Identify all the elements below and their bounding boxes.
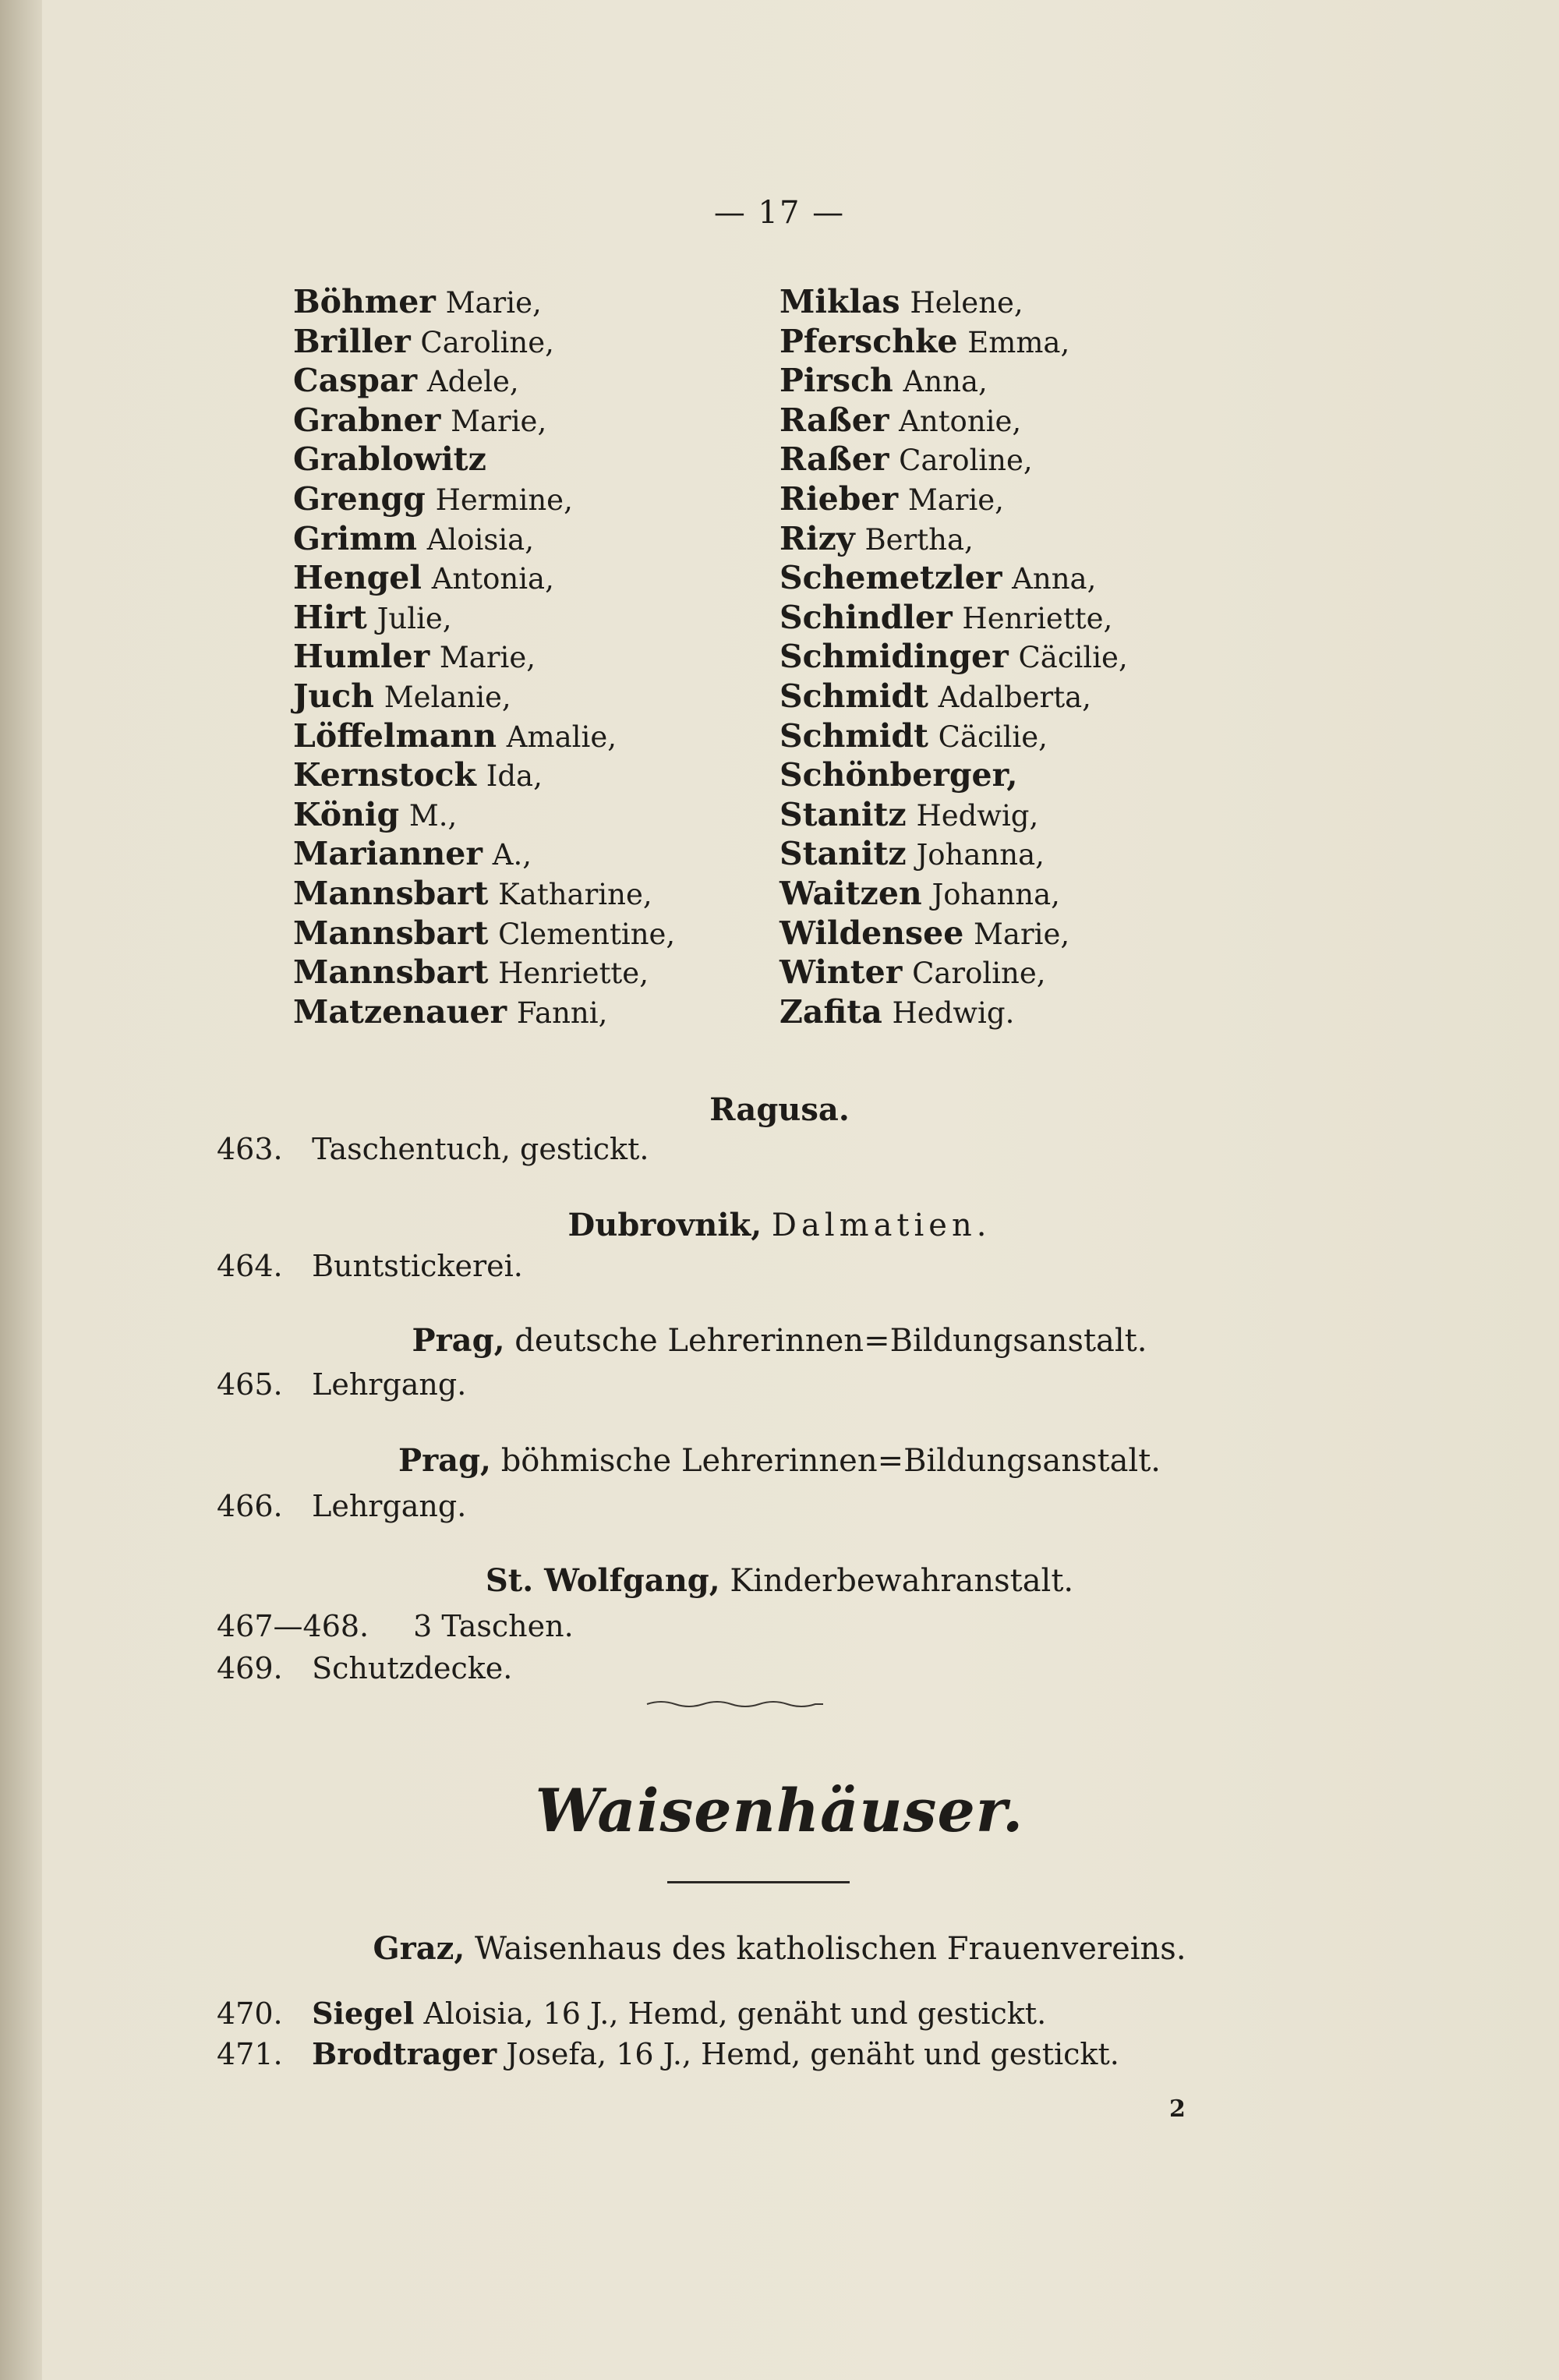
entry-text: Taschentuch, gestickt. [312, 1132, 649, 1166]
name-entry [780, 322, 1128, 362]
catalog-entry [217, 1651, 512, 1685]
given-name: Julie, [376, 601, 452, 635]
surname: Löffelmann [293, 716, 497, 755]
given-name: Johanna, [916, 838, 1045, 872]
surname: Raßer [780, 440, 889, 479]
entry-text: Lehrgang. [312, 1367, 467, 1402]
surname: Grengg [293, 479, 426, 518]
surname: Winter [780, 953, 903, 992]
given-name: Cäcilie, [938, 720, 1048, 754]
page-number: — 17 — [713, 195, 846, 231]
given-name: Johanna, [932, 877, 1060, 911]
name-entry [780, 992, 1128, 1032]
catalog-entry [217, 1132, 649, 1166]
given-name: Caroline, [420, 325, 554, 359]
surname: Matzenauer [293, 992, 507, 1031]
ornamental-divider [645, 1698, 825, 1710]
name-entry [780, 874, 1128, 914]
entry-number: 464. [217, 1249, 283, 1283]
section-heading-prag-boehmische [0, 1442, 1559, 1479]
given-name: Henriette, [962, 601, 1113, 635]
surname: König [293, 795, 400, 833]
place-name: Graz, [373, 1930, 465, 1967]
surname: Schmidinger [780, 638, 1009, 676]
name-entry [780, 401, 1128, 440]
place-detail: Dalmatien. [771, 1208, 992, 1243]
surname: Pferschke [780, 322, 958, 360]
given-name: Caroline, [899, 444, 1033, 478]
name-entry [293, 755, 675, 795]
name-entry [780, 479, 1128, 519]
given-name: Fanni, [516, 995, 608, 1030]
name-entry [293, 401, 675, 440]
surname: Humler [293, 638, 430, 676]
surname: Juch [293, 677, 374, 715]
surname: Grablowitz [293, 440, 486, 479]
surname: Rieber [780, 479, 899, 518]
place-detail: Waisenhaus des katholischen Frauenvereins. [474, 1931, 1186, 1967]
given-name: Helene, [910, 286, 1023, 320]
entry-number: 469. [217, 1651, 283, 1685]
catalog-entry [217, 2036, 1119, 2071]
name-entry [293, 874, 675, 914]
given-name: Emma, [967, 325, 1070, 359]
surname: Schmidt [780, 677, 928, 715]
section-heading-ragusa [0, 1091, 1559, 1128]
given-name: Ida, [486, 759, 543, 794]
given-name: Cäcilie, [1018, 641, 1128, 675]
name-entry [293, 992, 675, 1032]
given-name: Amalie, [506, 720, 617, 754]
given-name: Anna, [1012, 562, 1097, 596]
catalog-entry [217, 1609, 574, 1643]
given-name: A., [492, 838, 532, 872]
name-entry [293, 440, 675, 479]
surname: Schindler [780, 598, 953, 636]
surname: Marianner [293, 835, 483, 873]
name-entry [780, 953, 1128, 992]
entry-number: 463. [217, 1132, 283, 1166]
catalog-entry [217, 1367, 466, 1402]
given-name: Hedwig. [892, 995, 1015, 1030]
section-heading-graz [0, 1930, 1559, 1967]
surname: Stanitz [780, 835, 907, 873]
section-heading-dubrovnik [0, 1207, 1559, 1243]
signature-mark: 2 [1169, 2095, 1186, 2123]
surname: Rizy [780, 519, 855, 557]
place-name: Ragusa. [709, 1091, 850, 1128]
entry-text: 3 Taschen. [413, 1609, 574, 1643]
surname: Mannsbart [293, 953, 489, 992]
name-entry [780, 677, 1128, 716]
place-name: Prag, [412, 1322, 505, 1359]
entry-number: 465. [217, 1367, 283, 1402]
entry-name: Siegel [312, 1996, 415, 2031]
name-entry [293, 519, 675, 559]
surname: Hengel [293, 559, 422, 597]
entry-text: Aloisia, 16 J., Hemd, genäht und gestickt. [423, 1996, 1047, 2031]
given-name: Aloisia, [426, 522, 534, 557]
title-rule [667, 1881, 850, 1883]
given-name: Antonie, [899, 404, 1022, 438]
name-entry [780, 716, 1128, 756]
name-entry [293, 598, 675, 638]
given-name: Anna, [903, 365, 988, 399]
surname: Grimm [293, 519, 417, 557]
surname: Stanitz [780, 795, 907, 833]
given-name: M., [408, 798, 458, 833]
given-name: Adalberta, [938, 680, 1091, 714]
given-name: Marie, [445, 286, 542, 320]
given-name: Hermine, [435, 483, 573, 517]
name-entry [780, 282, 1128, 322]
place-detail: Kinderbewahranstalt. [730, 1563, 1074, 1599]
surname: Hirt [293, 598, 367, 636]
surname: Pirsch [780, 362, 893, 400]
catalog-entry [217, 1249, 523, 1283]
names-column-left [293, 282, 675, 1031]
entry-number: 471. [217, 2037, 283, 2071]
place-detail: böhmische Lehrerinnen=Bildungsanstalt. [500, 1443, 1161, 1479]
entry-name: Brodtrager [312, 2036, 497, 2071]
name-entry [293, 637, 675, 677]
name-entry [780, 558, 1128, 598]
name-entry [293, 361, 675, 401]
name-entry [293, 834, 675, 874]
surname: Waitzen [780, 874, 922, 912]
name-entry [293, 716, 675, 756]
name-entry [780, 914, 1128, 953]
name-entry [293, 677, 675, 716]
main-title: Waisenhäuser. [535, 1776, 1024, 1845]
given-name: Antonia, [431, 562, 554, 596]
entry-text: Buntstickerei. [312, 1249, 523, 1283]
name-entry [293, 322, 675, 362]
given-name: Marie, [439, 641, 536, 675]
surname: Schmidt [780, 716, 928, 755]
surname: Wildensee [780, 914, 964, 952]
name-entry [780, 519, 1128, 559]
catalog-entry [217, 1996, 1046, 2031]
entry-number: 466. [217, 1489, 283, 1523]
surname: Grabner [293, 401, 441, 439]
entry-number: 467—468. [217, 1609, 369, 1643]
given-name: Marie, [907, 483, 1004, 517]
place-detail: deutsche Lehrerinnen=Bildungsanstalt. [514, 1323, 1147, 1359]
given-name: Adele, [426, 365, 519, 399]
surname: Raßer [780, 401, 889, 439]
surname: Schemetzler [780, 559, 1002, 597]
name-entry [293, 914, 675, 953]
entry-text: Josefa, 16 J., Hemd, genäht und gestickt. [506, 2037, 1119, 2071]
surname: Mannsbart [293, 874, 489, 912]
name-entry [780, 795, 1128, 835]
name-entry [293, 558, 675, 598]
name-entry [780, 440, 1128, 479]
surname: Mannsbart [293, 914, 489, 952]
name-entry [780, 755, 1128, 795]
given-name: Clementine, [498, 917, 676, 951]
given-name: Hedwig, [916, 798, 1039, 833]
name-entry [293, 953, 675, 992]
name-entry [293, 282, 675, 322]
given-name: Henriette, [498, 957, 649, 991]
name-entry [293, 479, 675, 519]
surname: Kernstock [293, 756, 476, 794]
entry-text: Schutzdecke. [312, 1651, 513, 1685]
page-spine-shadow [0, 0, 42, 2380]
place-name: Dubrovnik, [567, 1207, 762, 1243]
surname: Böhmer [293, 283, 436, 320]
place-name: Prag, [398, 1442, 491, 1479]
given-name: Melanie, [384, 680, 511, 714]
surname: Zafita [780, 992, 882, 1031]
given-name: Marie, [974, 917, 1070, 951]
surname: Briller [293, 322, 411, 360]
given-name: Bertha, [864, 522, 974, 557]
entry-text: Lehrgang. [312, 1489, 467, 1523]
catalog-entry [217, 1489, 466, 1523]
surname: Miklas [780, 283, 900, 320]
name-entry [780, 834, 1128, 874]
entry-number: 470. [217, 1996, 283, 2031]
given-name: Marie, [451, 404, 547, 438]
surname: Caspar [293, 362, 418, 400]
names-column-right [780, 282, 1128, 1031]
name-entry [780, 361, 1128, 401]
given-name: Katharine, [498, 877, 652, 911]
section-heading-st-wolfgang [0, 1562, 1559, 1599]
given-name: Caroline, [912, 957, 1046, 991]
section-heading-prag-deutsche [0, 1322, 1559, 1359]
surname: Schönberger, [780, 756, 1018, 794]
name-entry [780, 598, 1128, 638]
place-name: St. Wolfgang, [485, 1562, 720, 1599]
name-entry [780, 637, 1128, 677]
name-entry [293, 795, 675, 835]
